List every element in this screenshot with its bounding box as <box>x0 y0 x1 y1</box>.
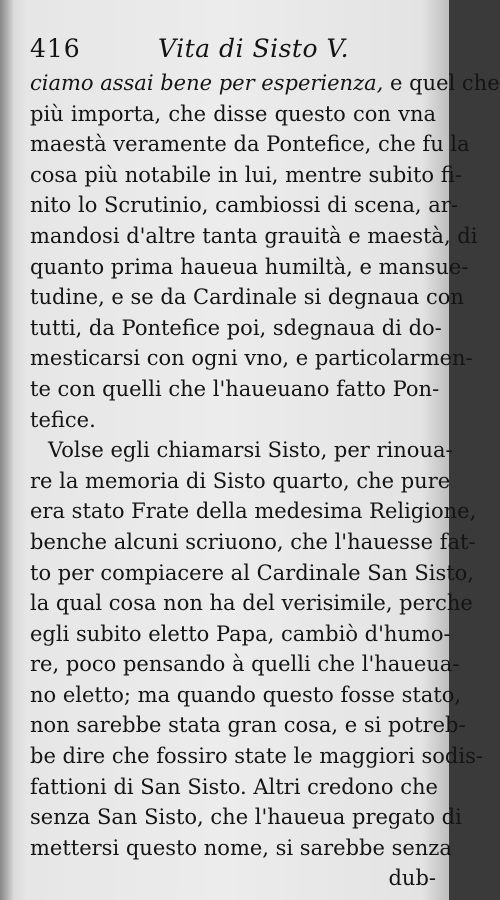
text-line: mandosi d'altre tanta grauità e maestà, di <box>30 223 478 248</box>
page-header <box>30 34 430 64</box>
text-line: be dire che fossiro state le maggiori sodis- <box>30 744 483 769</box>
body-text <box>30 68 500 894</box>
text-line: la qual cosa non ha del verisimile, perche <box>30 591 473 616</box>
text-line: tudine, e se da Cardinale si degnaua con <box>30 285 464 310</box>
text-line: re, poco pensando à quelli che l'haueua- <box>30 652 460 677</box>
text-line: egli subito eletto Papa, cambiò d'humo- <box>30 621 451 646</box>
text-line: maestà veramente da Pontefice, che fu la <box>30 132 470 157</box>
text-line: tefice. <box>30 407 96 432</box>
text-line: to per compiacere al Cardinale San Sisto, <box>30 560 474 585</box>
text-line: re la memoria di Sisto quarto, che pure <box>30 468 451 493</box>
text-line: quanto prima haueua humiltà, e mansue- <box>30 254 469 279</box>
spine-shadow <box>0 0 14 900</box>
text-line: no eletto; ma quando questo fosse stato, <box>30 682 462 707</box>
running-title: Vita di Sisto V. <box>158 34 350 63</box>
text-line: Volse egli chiamarsi Sisto, per rinoua- <box>48 438 453 463</box>
text-line: mesticarsi con ogni vno, e particolarmen- <box>30 346 473 371</box>
text-line: cosa più notabile in lui, mentre subito fi- <box>30 162 462 187</box>
text-line: mettersi questo nome, si sarebbe senza <box>30 835 452 860</box>
text-line: fattioni di San Sisto. Altri credono che <box>30 774 438 799</box>
text-line: te con quelli che l'haueuano fatto Pon- <box>30 376 440 401</box>
text-line: non sarebbe stata gran cosa, e si potreb- <box>30 713 466 738</box>
text-line: benche alcuni scriuono, che l'hauesse fat- <box>30 529 476 554</box>
italic-phrase: ciamo assai bene per esperienza, <box>30 71 384 95</box>
text-line: era stato Frate della medesima Religione, <box>30 499 477 524</box>
text-line: più importa, che disse questo con vna <box>30 101 436 126</box>
text-line: senza San Sisto, che l'haueua pregato di <box>30 805 462 830</box>
text-fragment: e quel che <box>383 71 500 95</box>
text-line: tutti, da Pontefice poi, sdegnaua di do- <box>30 315 442 340</box>
page-number: 416 <box>30 34 81 63</box>
text-line <box>30 68 500 99</box>
text-line: nito lo Scrutinio, cambiossi di scena, ar- <box>30 193 458 218</box>
catchword: dub- <box>388 866 436 891</box>
